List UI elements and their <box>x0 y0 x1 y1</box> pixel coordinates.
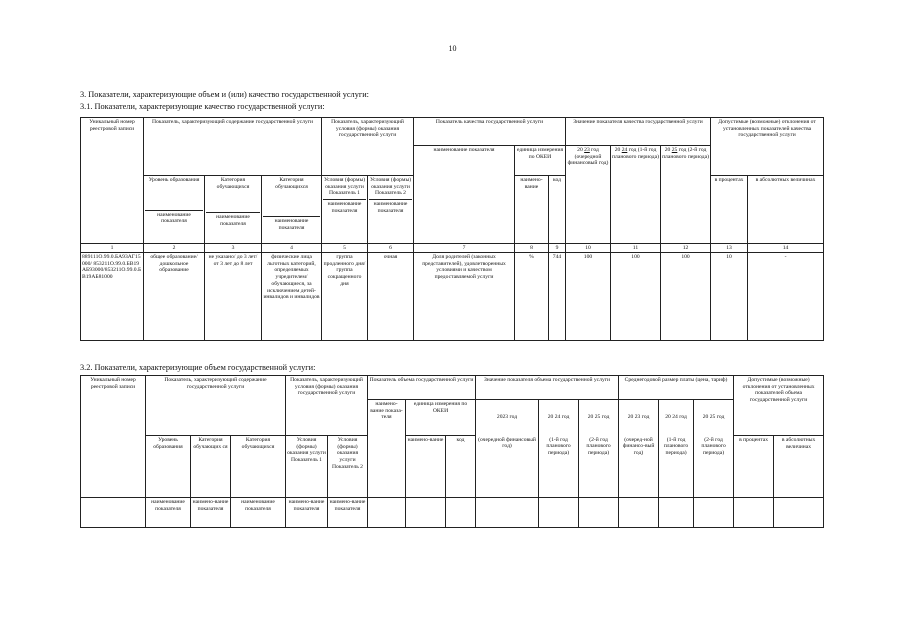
header-year-3: 20 25 год (2-й год планового периода) <box>661 146 711 244</box>
p-header-year-3: 20 25 год <box>694 400 734 436</box>
v-header-condition-2: Условия (формы) оказания услуги Показатель 2 <box>328 436 368 498</box>
header-conditions: Показатель, характеризующий условия (формы) оказания государственной услуги <box>322 118 414 176</box>
header-percent: в процентах <box>711 176 748 244</box>
v-header-price: Среднегодовой размер платы (цена, тариф) <box>619 376 734 400</box>
v-header-year-1: 2023 год <box>476 400 539 436</box>
p-header-year-2: 20 24 год <box>659 400 694 436</box>
quality-indicators-table <box>80 117 824 341</box>
header-category-2: Категория обучающихся наименование показателя <box>262 176 322 244</box>
p-header-year-3-sub: (2-й год планового периода) <box>694 436 734 498</box>
v-header-vol-name: наимено-вание показа-теля <box>368 400 406 498</box>
v-header-level: Уровень образования <box>146 436 191 498</box>
volume-indicators-table <box>80 375 824 528</box>
table-row: 889111О.99.0.БА93АГ15000/ 853211О.99.0.БВ19АБ93000/853211О.99.0.БВ19АБ81000 общее образование/ дошкольное образование не указано/ до 3 лет/ от 3 лет до 8 лет физические лица льготных категорий, определяемых учредителем/ обучающиеся, за исключением детей-инвалидов и инвалидов группа продленного дня/ группа сокращенного дня очная Доля родителей (законных представителей), удовлетворенных условиями и качеством предоставляемой услуги % 744 100 100 100 10 - <box>81 253 824 341</box>
header-quality: Показатель качества государственной услуги <box>414 118 566 146</box>
section32-heading: 3.2. Показатели, характеризующие объем государственной услуги: <box>80 363 316 372</box>
v-header-content: Показатель, характеризующий содержание государственной услуги <box>146 376 286 436</box>
page-number: 10 <box>448 44 457 53</box>
v-header-percent: в процентах <box>734 436 774 498</box>
header-condition-1: Условия (формы) оказания услуги Показатель 1 наименование показателя <box>322 176 368 244</box>
header-year-1: 20 23 год (очередной финансовый год) <box>566 146 611 244</box>
header-value: Значение показателя качества государственной услуги <box>566 118 711 146</box>
header-level: Уровень образования наименование показателя <box>144 176 205 244</box>
header-year-2: 20 24 год (1-й год планового периода) <box>611 146 661 244</box>
p-header-year-1-sub: (очеред-ной финансо-вый год) <box>619 436 659 498</box>
header-condition-2: Условия (формы) оказания услуги Показатель 2 наименование показателя <box>368 176 414 244</box>
header-category-1: Категория обучающихся наименование показателя <box>205 176 262 244</box>
v-header-unit-code: код <box>446 436 476 498</box>
v-header-year-2-sub: (1-й год планового периода) <box>539 436 579 498</box>
v-header-conditions: Показатель, характеризующий условия (формы) оказания государственной услуги <box>286 376 368 436</box>
header-absolute: в абсолютных величинах <box>748 176 824 244</box>
header-deviation: Допустимые (возможные) отклонения от установленных показателей качества государственной услуги <box>711 118 824 176</box>
section31-heading: 3.1. Показатели, характеризующие качество государственной услуги: <box>80 102 325 111</box>
v-header-absolute: в абсолютных величинах <box>774 436 824 498</box>
section3-heading: 3. Показатели, характеризующие объем и (или) качество государственной услуги: <box>80 90 369 99</box>
header-content: Показатель, характеризующий содержание государственной услуги <box>144 118 322 176</box>
p-header-year-1: 20 23 год <box>619 400 659 436</box>
v-header-volume: Показатель объема государственной услуги <box>368 376 476 400</box>
v-header-vol-unit: единица измерения по ОКЕИ <box>406 400 476 436</box>
header-unit: единица измерения по ОКЕИ <box>515 146 566 176</box>
header-unit-code: код <box>549 176 566 244</box>
v-header-unit-name: наимено-вание <box>406 436 446 498</box>
v-header-condition-1: Условия (формы) оказания услуги Показатель 1 <box>286 436 328 498</box>
column-numbers-row: 1 2 3 4 5 6 7 8 9 10 11 12 13 14 <box>81 244 824 253</box>
v-name-row: наименование показателя наимено-вание показателя наименование показателя наимено-вание показателя наимено-вание показателя <box>81 498 824 528</box>
header-indicator-name: наименование показателя <box>414 146 515 244</box>
v-header-unique: Уникальный номер реестровой записи <box>81 376 146 498</box>
v-header-category-2: Категория обучающихся <box>231 436 286 498</box>
v-header-year-3-sub: (2-й год планового периода) <box>579 436 619 498</box>
v-header-year-1-sub: (очередной финансовый год) <box>476 436 539 498</box>
v-header-year-3: 20 25 год <box>579 400 619 436</box>
header-unique: Уникальный номер реестровой записи <box>81 118 144 244</box>
v-header-category-1: Категория обучающих ся <box>191 436 231 498</box>
v-header-year-2: 20 24 год <box>539 400 579 436</box>
v-header-deviation: Допустимые (возможные) отклонения от установленных показателей объема государственной услуги <box>734 376 824 436</box>
v-header-value: Значение показателя объема государственной услуги <box>476 376 619 400</box>
header-unit-name: наимено-вание <box>515 176 549 244</box>
p-header-year-2-sub: (1-й год планового периода) <box>659 436 694 498</box>
